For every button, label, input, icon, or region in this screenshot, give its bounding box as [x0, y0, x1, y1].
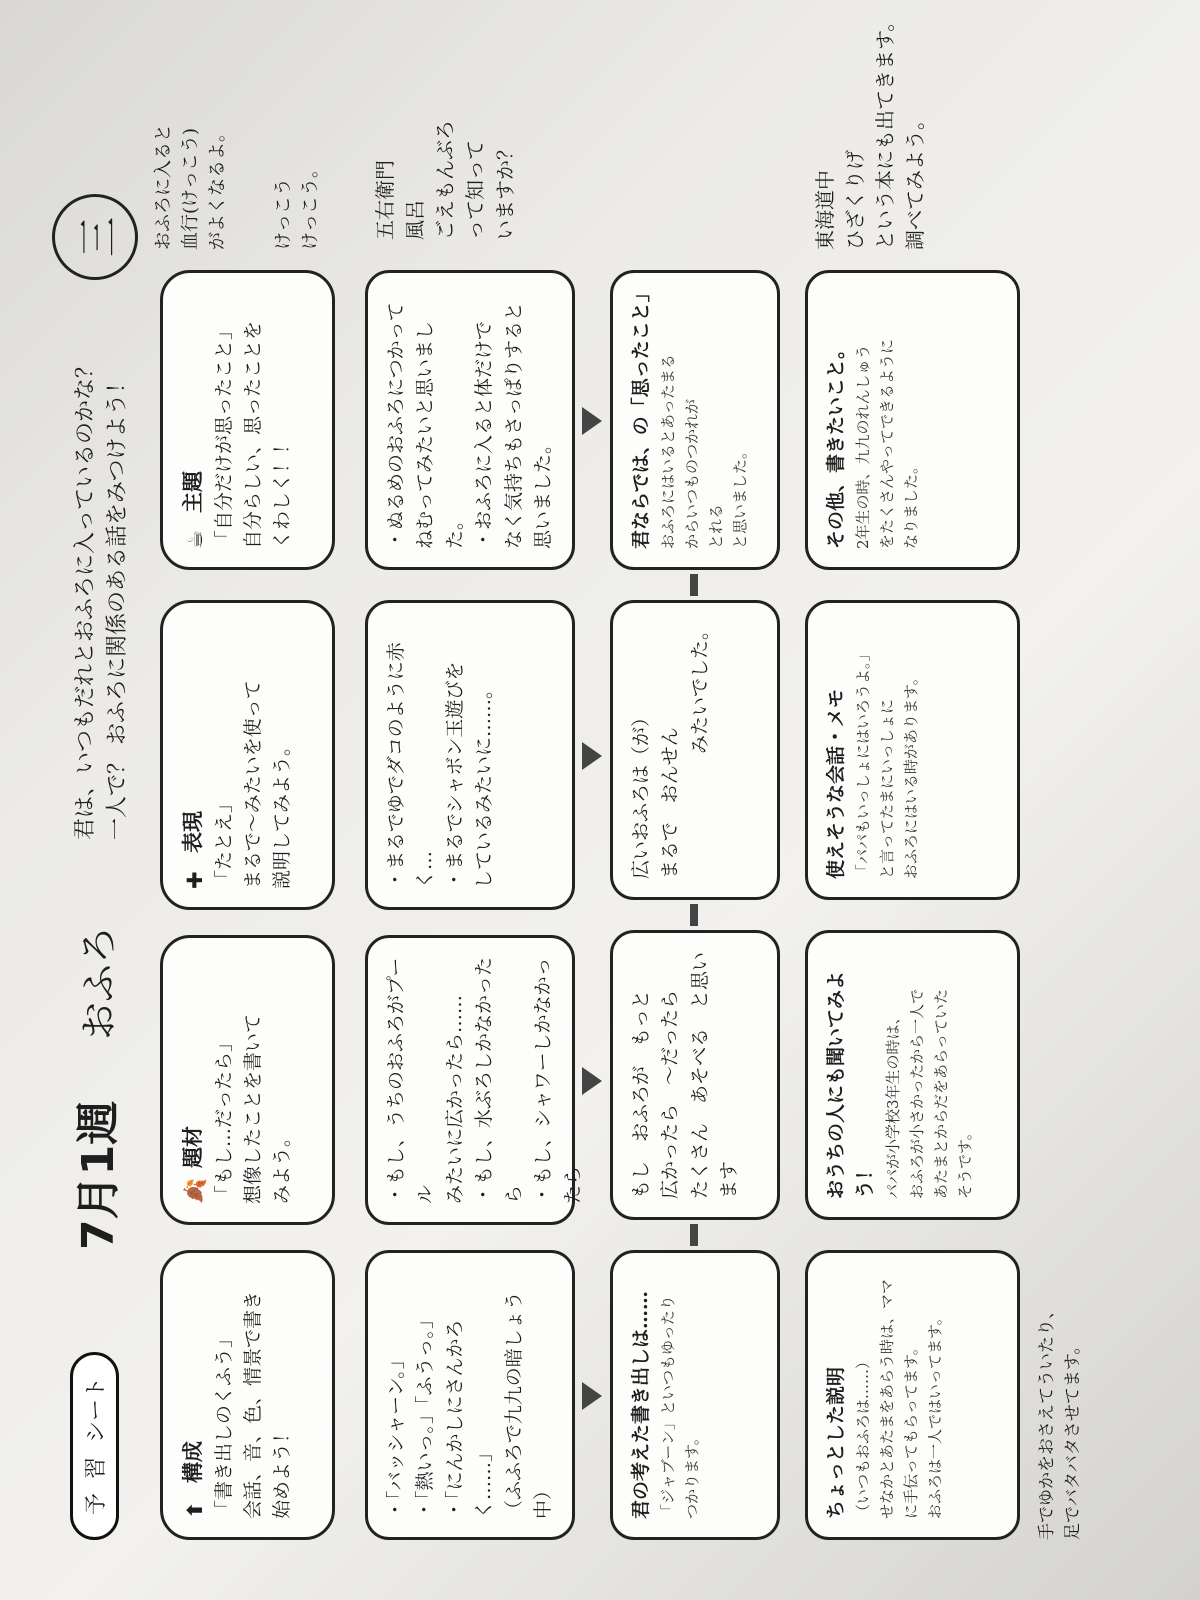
answer-line: みたいでした。: [688, 621, 711, 755]
volume-number: 三: [52, 194, 138, 280]
guide-line: 自分らしい、思ったことを: [241, 320, 264, 549]
guide-line: 「もし…だったら」: [212, 1032, 235, 1204]
week-title: 7月1週: [73, 1100, 124, 1250]
example-line: みたいに広かったら……: [443, 994, 466, 1204]
side-line: 五右衛門: [373, 160, 397, 240]
example-line: しているみたいに……。: [473, 679, 496, 889]
guide-line: 説明してみよう。: [271, 736, 294, 889]
guide-kousei: [160, 1250, 335, 1540]
note-line: なりました。: [902, 458, 921, 549]
badge-char: 習: [84, 1456, 109, 1479]
cross-puzzle-icon: ✚: [183, 871, 208, 889]
topic-title: おふろ: [77, 925, 121, 1040]
note-title: 使えそうな会話・メモ: [825, 688, 847, 879]
guide-line: 会話、音、色、情景で書き: [241, 1290, 264, 1519]
side-line: 東海道中: [813, 170, 837, 250]
guide-label: 表現: [181, 811, 205, 853]
note-other[interactable]: [805, 270, 1020, 570]
note-line: （いつもおふろは……）: [854, 1353, 873, 1519]
side-line: ごえもんぶろ: [433, 120, 457, 240]
example-daizai: [365, 935, 584, 1225]
guide-shudai: [160, 270, 335, 570]
note-line: 「パパもいっしょにはいろうよ。」: [854, 646, 873, 879]
down-arrow-icon: [582, 742, 602, 770]
side-note-ketsuryou: [150, 10, 231, 250]
example-line: ・まるでゆでダコのように赤く…: [385, 642, 437, 889]
guide-line: 「たとえ」: [212, 793, 235, 889]
side-line: けっこう: [273, 178, 294, 250]
answer-daizai[interactable]: [610, 930, 780, 1220]
note-interview[interactable]: [805, 930, 1020, 1220]
example-line: ・もし、シャワーしかなかったら: [532, 957, 584, 1204]
right-arrow-icon: [690, 1224, 698, 1246]
note-line: をたくさんやってできるように: [878, 338, 897, 549]
answer-kousei[interactable]: [610, 1250, 780, 1540]
example-line: ねむってみたいと思いました。: [414, 320, 466, 549]
guide-line: みよう。: [271, 1127, 294, 1204]
side-line: おふろに入ると: [153, 124, 174, 250]
side-line: ひざくりげ: [843, 150, 867, 250]
side-line: 風呂: [403, 200, 427, 240]
example-line: なく気持ちもさっぱりすると: [502, 301, 525, 549]
guide-hyougen: [160, 600, 335, 910]
side-line: がよくなるよ。: [207, 124, 228, 250]
example-line: ・もし、水ぶろしかなかったら: [473, 956, 525, 1204]
lead-question: [70, 356, 134, 840]
example-line: ・まるでシャボン玉遊びを: [443, 661, 466, 889]
right-arrow-icon: [690, 904, 698, 926]
note-line: と言ってたまにいっしょに: [878, 698, 897, 879]
answer-line: とれる: [707, 503, 726, 549]
side-note-goemon: [370, 40, 520, 240]
note-title: ちょっとした説明: [825, 1366, 847, 1519]
note-line: に手伝ってもらってます。: [902, 1340, 921, 1519]
note-line: せなかとあたまをあらう時は、ママ: [878, 1278, 897, 1519]
example-line: ・もし、うちのおふろがプール: [385, 957, 437, 1204]
down-arrow-icon: [582, 407, 602, 435]
answer-line: たくさん あそべる と思います: [688, 951, 741, 1199]
example-line: ・「熱いっ。」「ふうっ。」: [414, 1309, 437, 1519]
side-line: 調べてみよう。: [903, 110, 927, 250]
example-line: ・ぬるめのおふろにつかって: [385, 302, 407, 549]
side-line: いますか？: [493, 140, 517, 240]
guide-label: 主題: [181, 471, 205, 513]
answer-prompt: 君の考えた書き出しは……: [630, 1290, 652, 1519]
note-line: そうです。: [955, 1125, 974, 1199]
note-line: おふろが小さかったから一人で: [907, 988, 926, 1199]
note-title: おうちの人にも聞いてみよう！: [825, 970, 877, 1199]
guide-line: 想像したことを書いて: [241, 1013, 264, 1204]
answer-line: と思いました。: [731, 443, 750, 549]
side-line: という本にも出てきます。: [873, 11, 897, 250]
badge-char: シート: [84, 1376, 109, 1443]
guide-line: まるで〜みたいを使って: [241, 680, 264, 889]
guide-label: 構成: [181, 1441, 205, 1483]
arrow-up-icon: ⬆: [183, 1501, 208, 1519]
teapot-icon: ☕: [183, 530, 208, 549]
note-setsumei[interactable]: [805, 1250, 1020, 1540]
example-line: 思いました。: [532, 434, 555, 549]
preview-sheet-badge: [70, 1352, 119, 1540]
down-arrow-icon: [582, 1382, 602, 1410]
question-line: 君は、いつもだれとおふろに入っているのかな？: [73, 355, 98, 840]
answer-line: 広かったら 〜だったら: [659, 989, 682, 1199]
answer-line: 広いおふろは（が）: [630, 707, 652, 879]
side-note-kekkou: [270, 50, 324, 250]
note-title: その他、書きたいこと。: [825, 339, 847, 549]
answer-line: もし おふろが もっと: [630, 989, 652, 1199]
guide-line: 始めよう！: [271, 1423, 294, 1519]
down-arrow-icon: [582, 1067, 602, 1095]
example-line: ・「バッシャーン。」: [385, 1350, 407, 1519]
leaf-icon: 🍂: [183, 1177, 208, 1204]
side-note-tokaido: [810, 10, 930, 250]
footer-line: 足でバタバタさせてます。: [1062, 1337, 1083, 1540]
note-line: あたまとからだをあらっていた: [931, 988, 950, 1199]
note-line: おふろは一人ではいってます。: [926, 1310, 945, 1519]
answer-prompt: 君ならでは、の「思ったこと」: [630, 283, 652, 549]
note-line: パパが小学校3年生の時は、: [883, 1009, 902, 1199]
footer-line: 手でゆかをおさえてういたり、: [1037, 1302, 1057, 1540]
note-memo[interactable]: [805, 600, 1020, 900]
guide-daizai: [160, 935, 335, 1225]
guide-line: 「自分だけが思ったこと」: [212, 320, 235, 549]
answer-hyougen[interactable]: [610, 600, 780, 900]
example-kousei: [365, 1250, 575, 1540]
answer-line: からいつものつかれが: [683, 398, 702, 549]
note-line: 2年生の時、九九のれんしゅう: [854, 344, 873, 549]
footer-note: [1035, 1302, 1086, 1540]
example-line: ・「にんかしにさんかろく……」: [443, 1319, 496, 1519]
guide-label: 題材: [181, 1126, 205, 1168]
example-shudai: [365, 270, 575, 570]
answer-line: おふろにはいるとあったまる: [659, 354, 678, 549]
note-line: おふろにはいる時があります。: [902, 670, 921, 879]
answer-line: つかります。: [683, 1430, 702, 1519]
example-line: ・おふろに入ると体だけで: [473, 320, 496, 549]
side-line: 血行(けっこう): [180, 127, 201, 250]
side-line: けっこう。: [300, 160, 321, 250]
badge-char: 予: [84, 1492, 109, 1515]
example-hyougen: [365, 600, 575, 910]
guide-line: くわしく！！: [271, 434, 294, 549]
answer-line: まるで おんせん: [659, 727, 682, 879]
guide-line: 「書き出しのくふう」: [212, 1328, 235, 1519]
side-line: って知って: [463, 140, 487, 240]
worksheet: [40, 0, 1160, 1580]
answer-line: 「ジャブーン」といつもゆったり: [659, 1295, 678, 1519]
question-line: 一人で？ おふろに関係のある話をみつけよう！: [104, 371, 130, 840]
example-line: （ふふろで九九の暗しょう中）: [502, 1291, 555, 1519]
answer-shudai[interactable]: [610, 270, 780, 570]
right-arrow-icon: [690, 574, 698, 596]
